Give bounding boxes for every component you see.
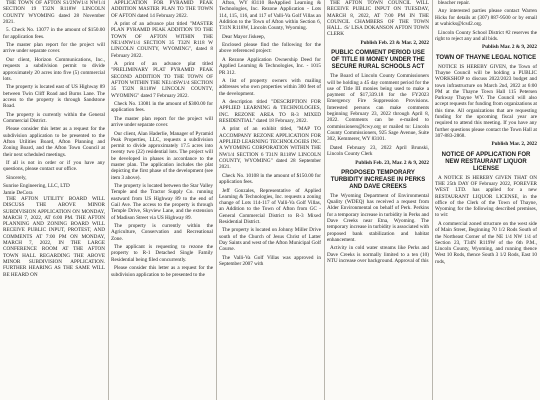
notice-paragraph: Our client, Horizon Communications, Inc., requests a subdivision permit to divide approximately 20 acres into five (5) commercial lots.: [3, 56, 105, 82]
column-1: [3, 0, 105, 400]
notice-paragraph: Activity in cold water streams like Perks and Dave Creeks is normally limited to a ten (10) NTU increase over background. Approval of this: [327, 245, 429, 264]
signature-line: Sunrise Engineering, LLC, LTD: [3, 183, 70, 190]
publish-date: Publish Feb. 23, Mar. 2 & 9, 2022: [355, 159, 429, 166]
notice-paragraph: A Rezone Application Ownership Deed for Applied Learning & Technologies, Inc. - 1015 PR 312.: [219, 56, 321, 76]
publish-date: Publish Mar. 2, 2022: [491, 141, 537, 148]
notice-heading: TOWN OF THAYNE LEGAL NOTICE: [435, 54, 537, 61]
notice-paragraph: Please consider this letter as a request for the subdivision application to be presented to the Afton Utilities Board, Afton Planning and Zoning Board, and the Afton Town Council at their next scheduled meetings.: [3, 126, 105, 158]
notice-paragraph: The Wyoming Department of Environmental Quality (WDEQ) has received a request from Alder Environmental on behalf of Perk. Perkins for a temporary increase in turbidity in Perks and Dave Creeks near Etna, Wyoming. The temporary increase in turbidity is associated with proposed bank stabilization and habitat enhancement.: [327, 192, 429, 243]
notice-paragraph: Dear Mayor Jiskeep,: [222, 33, 266, 40]
notice-paragraph: The property is currently within the Agriculture, Conservation and Recreational Zone.: [111, 223, 213, 242]
notice-paragraph: A commercial zoned structure on the west side of Main Street, Beginning 70 1/2 Rods South of the Northeast Corner of the NE 1/4 NW 1/4 of Section 23, T34N R119W of the 6th P.M., Lincoln County, Wyoming, and running thence West 10 Rods, thence South 3 1/2 Rods, East 10 rods,: [435, 220, 537, 265]
notice-heading: NOTICE OF APPLICATION FOR NEW RESTAURANT LIQUOR LICENSE: [441, 151, 531, 172]
notice-paragraph: Check No. 10108 in the amount of $150.00 for application fees.: [219, 172, 321, 186]
notice-heading: PUBLIC COMMENT PERIOD USE OF TITLE III MONEY UNDER THE SECURE RURAL SCHOOLS ACT: [331, 50, 425, 71]
notice-paragraph: The master plan report for the project will arrive under separate cover.: [3, 42, 105, 55]
notice-paragraph: The Valli-Va Golf Villas was approved in September 2007 with: [219, 254, 321, 268]
notice-paragraph: A list of property owners with mailing addresses who own properties within 300 feet of the development.: [219, 78, 321, 97]
notice-paragraph: If all is not in order or if you have any questions, please contact our office.: [3, 160, 105, 173]
notice-paragraph: The applicant is requesting to rezone the property to R-1 Detached Single Family Residential being filed concurrently.: [111, 244, 213, 263]
notice-paragraph: Please consider this letter as a request for the subdivision application to be presented to the: [111, 265, 213, 278]
notice-paragraph: A description titled "DESCRIPTION FOR APPLIED LEARNING & TECHNOLOGIES, INC. REZONE AREA TO R-3 MIXED RESIDENTIAL" dated 18 February, 2022.: [219, 99, 321, 124]
notice-paragraph: THE TOWN OF AFTON S1/2NW1/4 NW1/4 SECTION 19 T32N R118W LINCOLN COUNTY WYOMING dated 28 November 2021.: [3, 0, 105, 25]
notice-paragraph: APPLICATION FOR PYRAMID PEAK ADDITION MASTER PLAN TO THE TOWN OF AFTON dated 14 February 2022.: [111, 0, 213, 19]
column-4: [327, 0, 429, 400]
notice-paragraph: The master plan report for the project will arrive under separate cover.: [111, 115, 213, 129]
notice-paragraph: Sincerely,: [6, 174, 27, 181]
notice-paragraph: 5. Check No. 13077 in the amount of $150.00 for application fees.: [3, 27, 105, 40]
notice-paragraph: THE AFTON UTILITY BOARD WILL DISCUSS THE ABOVE MINOR SUBDIVISION APPLICATION ON MONDAY, MARCH 7, 2022, AT 6:00 PM. THE AFTON PLANNING AND ZONING BOARD WILL RECEIVE PUBLIC INPUT, PROTEST, AND COMMENTS AT 7:00 PM ON MONDAY, MARCH 7, 2022, IN THE LARGE CONFERENCE ROOM AT THE AFTON TOWN HALL REGARDING THE ABOVE MINOR SUBDIVISION APPLICATION. FURTHER HEARING AS THE SAME WILL BE HEARD ON: [3, 196, 105, 278]
notice-paragraph: Check No. 13081 in the amount of $300.00 for application fees.: [111, 101, 213, 114]
notice-paragraph: A NOTICE IS HEREBY GIVEN THAT ON THE 25th DAY OF February 2022, FOREVER WEST LTD. has applied for a new RESTAURANT LIQUOR LICENSE, in the office of the Clerk of the Town of Thayne, Wyoming for the following described premises, to wit:: [435, 174, 537, 219]
signature-line: Jamie DeCora: [3, 189, 33, 196]
column-3: [219, 0, 321, 400]
notice-paragraph: Our client, Alan Haderlie, Manager of Pyramid Peak Properties, LLC, requests a subdivision permit to divide approximately 17.5 acres into twenty two (22) residential lots. The project will be developed in phases in accordance to the master plan. The application includes the plat depicting the first phase of the development (see item 3 above).: [111, 130, 213, 181]
notice-paragraph: Dated February 23, 2022 April Brunski, Lincoln County Clerk: [327, 144, 429, 158]
notice-paragraph: Any interested parties please contact Warren Hicks for details at (307) 887-9500 or by email at wahicks@lcsd2.org.: [435, 8, 537, 28]
publish-date: Publish Mar. 2 & 9, 2022: [481, 44, 537, 51]
column-5: [435, 0, 537, 400]
notice-paragraph: The property is currently within the General Commercial District.: [3, 111, 105, 124]
column-2: [111, 0, 213, 400]
column-divider: [432, 0, 433, 400]
notice-paragraph: Enclosed please find the following for the above referenced project:: [219, 42, 321, 55]
notice-paragraph: NOTICE IS HEREBY GIVEN, the Town of Thayne Council will be holding a PUBLIC WORKSHOP to discuss 2022/2023 budget and town infrastructure on March 2nd, 2022 at 6:00 PM at the Thayne Town Hall 115 Petersen Parkway Thayne WY. The Council will also accept requests for funding from organizations at this time. All organizations that are requesting funding for the upcoming fiscal year are required to attend this meeting. If you have any further questions please contact the Town Hall at 307-883-2868.: [435, 63, 537, 139]
notice-paragraph: Jeff Gonzales, Representative of Applied Learning & Technologies, Inc. requests a zoning change of Lots 114-117 of Valli-Va Golf Villas, an Addition to the Town of Afton from GC - General Commercial District to R-3 Mixed Residential District.: [219, 187, 321, 225]
notice-paragraph: The property is located east of US Highway 89 between Twin Cliff Road and Burns Lane. The access to the property is through Sandstone Road.: [3, 84, 105, 110]
publish-date: Publish Feb. 23 & Mar. 2, 2022: [360, 39, 429, 46]
notice-heading: PROPOSED TEMPORARY TURBIDITY INCREASE IN PERKS AND DAVE CREEKS: [330, 169, 426, 190]
notice-paragraph: A print of an exhibit titled, "MAP TO ACCOMPANY REZONE APPLICATION FOR APPLIED LEARNING TECHNOLOGIES INC. A WYOMING CORPORATION WITHIN THE NW1/4 SECTION 6 T31N R118W LINCOLN COUNTY, WYOMING" dated 28 September 2021.: [219, 126, 321, 171]
notice-paragraph: THE AFTON TOWN COUNCIL WILL RECEIVE PUBLIC INPUT ON TUESDAY, MARCH 8, 2022, AT 7:00 PM IN THE COUNCIL CHAMBERS OF THE TOWN HALL. /S/ LISA DOKANSON AFTON TOWN CLERK: [327, 0, 429, 38]
column-divider: [324, 0, 325, 400]
notice-paragraph: A print of an advance plat titled "PRELIMINARY PLAT PYRAMID PEAK SECOND ADDITION TO THE TOWN OF AFTON WITHIN THE NE1/4SW1/4 SECTION 35 T32N R118W LINCOLN COUNTY, WYOMING" dated 7 February 2022.: [111, 61, 213, 99]
notice-paragraph: The property is located on Johnny Miller Drive south of the Church of Jesus Christ of Latter Day Saints and west of the Afton Municipal Golf Course.: [219, 227, 321, 253]
notice-paragraph: The Board of Lincoln County Commissioners will be holding a 45 day comment period for the use of Title III monies being used to make a payment of $17,339.18 for the FY2023 Emergency Fire Suppression Provisions. Interested persons can make comments beginning February 23, 2022 through April 8, 2022. Comments can be e-mailed to commissioners@lcwy.org or mailed to: Lincoln County Commissioners, 925 Sage Avenue, Suite 302, Kemmerer, WY 83101.: [327, 73, 429, 143]
notice-paragraph: Lincoln County School District #2 reserves the right to reject any and all bids.: [435, 29, 537, 42]
column-divider: [108, 0, 109, 400]
notice-paragraph: The property is located between the Star Valley Temple and the Tractor Supply Co. running eastward from US Highway 89 to the end of Gail Ave. The access to the property is through Temple Drive, Skyview Lane, and the extension of Madison Street via US Highway 89.: [111, 183, 213, 221]
notice-paragraph: A print of an advance plat titled "MASTER PLAN PYRAMID PEAK ADDITION TO THE TOWN OF AFTON WITHIN THE NE1/4NW1/4 SECTION 35 T32N R118 W LINCOLN COUNTY, WYOMING", dated 8 February 2022.: [111, 21, 213, 59]
notice-paragraph: Afton, WY 83110 ReApplied Learning & Technologies, Inc. Rezone Application - Lots 114, 115, 116, and 117 of Valli-Va Golf Villas an Addition to the Town of Afton within Section 6, T31N R118W, Lincoln County, Wyoming.: [219, 0, 321, 32]
column-divider: [216, 0, 217, 400]
notice-paragraph: bleacher repair.: [438, 0, 470, 6]
